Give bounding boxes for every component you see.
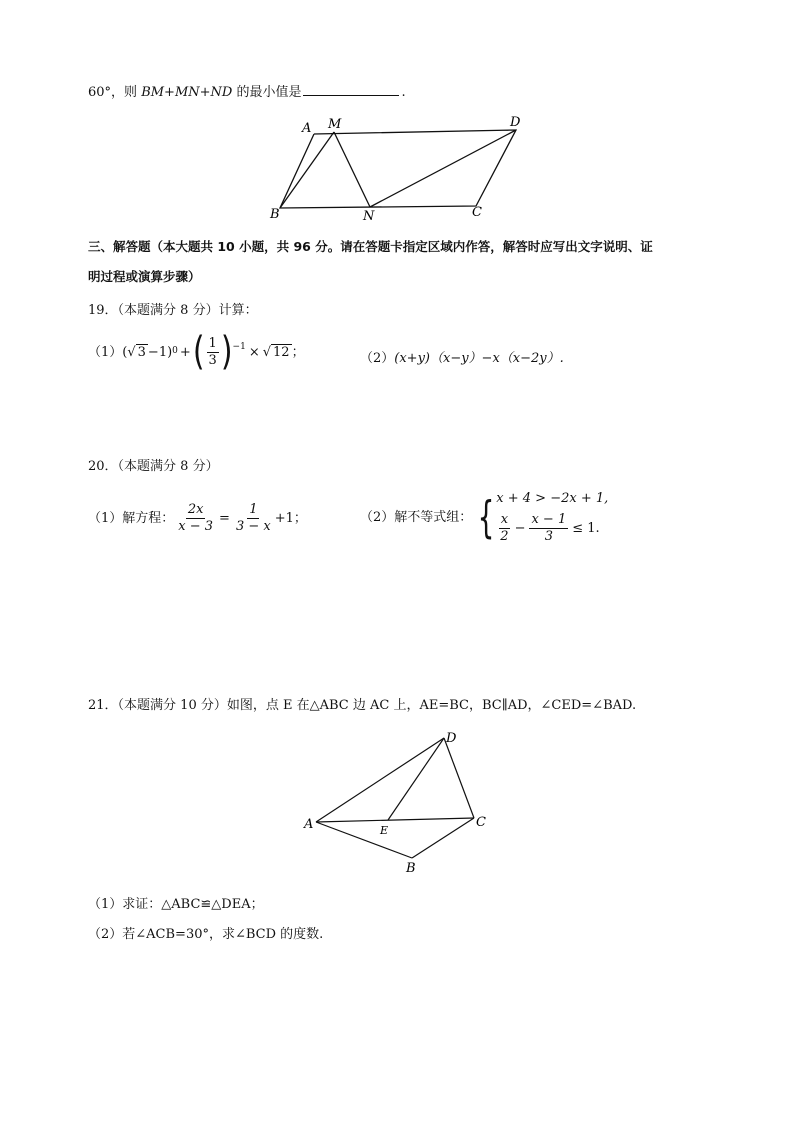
label-b: B bbox=[270, 207, 280, 222]
q18-expression: BM+MN+ND bbox=[141, 85, 233, 100]
q20-p2-label: （2）解不等式组： bbox=[360, 509, 473, 525]
q19-p1-label: （1） bbox=[88, 344, 123, 360]
q20-heading: 20．（本题满分 8 分） bbox=[88, 459, 219, 474]
label-b: B bbox=[406, 861, 416, 876]
label-d: D bbox=[446, 731, 457, 746]
label-e: E bbox=[380, 824, 389, 837]
segment-ad bbox=[316, 738, 444, 822]
triangle-figure bbox=[300, 728, 500, 878]
label-c: C bbox=[472, 205, 482, 220]
times-sign: × bbox=[248, 344, 260, 360]
q21-part2: （2）若∠ACB=30°，求∠BCD 的度数. bbox=[88, 927, 324, 942]
q20-p1-label: （1）解方程： bbox=[88, 510, 175, 526]
section-heading: 三、解答题（本大题共 10 小题，共 96 分。请在答题卡指定区域内作答，解答时应写出文字说明、证 bbox=[88, 239, 653, 254]
inequality-row-1: x + 4 > −2x + 1, bbox=[496, 491, 609, 506]
q21-heading: 21．（本题满分 10 分）如图，点 E 在△ABC 边 AC 上，AE=BC，BC∥AD，∠CED=∠BAD. bbox=[88, 698, 637, 713]
exponent-neg-one: −1 bbox=[232, 342, 246, 352]
plus-one: +1； bbox=[274, 510, 307, 526]
label-a: A bbox=[302, 121, 312, 136]
q19-p1-end: ； bbox=[291, 344, 305, 360]
q19-heading: 19．（本题满分 8 分）计算： bbox=[88, 303, 258, 318]
q19-p2-label: （2） bbox=[360, 351, 395, 366]
q19-p2-expression: (x+y)（x−y）−x（x−2y）. bbox=[394, 351, 564, 366]
fraction-1-over-3-minus-x: $\frac{1}{3 - x}$ bbox=[235, 502, 271, 534]
q19-part2 bbox=[360, 350, 564, 368]
q18-prefix: 60°，则 bbox=[88, 85, 142, 100]
segment-nd bbox=[370, 130, 516, 207]
label-a: A bbox=[304, 817, 314, 832]
answer-blank[interactable] bbox=[303, 83, 399, 96]
label-n: N bbox=[363, 209, 375, 224]
q18-suffix: 的最小值是 bbox=[232, 85, 302, 100]
left-brace: { bbox=[477, 491, 495, 543]
segment-ab bbox=[316, 822, 412, 858]
segment-mn bbox=[334, 132, 370, 207]
section-heading-cont: 明过程或演算步骤） bbox=[88, 269, 201, 284]
sqrt-twelve: 12 bbox=[273, 344, 290, 360]
segment-ed bbox=[388, 738, 444, 820]
exponent-zero: 0 bbox=[172, 346, 178, 356]
label-d: D bbox=[510, 115, 521, 130]
q21-part1: （1）求证：△ABC≌△DEA； bbox=[88, 897, 264, 912]
inequality-row-2: $\frac{x}{2}$ − $\frac{x - 1}{3}$ ≤ 1. bbox=[500, 512, 600, 544]
plus-sign: + bbox=[179, 344, 191, 360]
q18-line bbox=[88, 83, 406, 102]
label-c: C bbox=[476, 815, 486, 830]
one-third-fraction: $\frac{1}{3}$ bbox=[208, 336, 217, 368]
parallelogram-figure bbox=[260, 112, 540, 224]
q20-part1 bbox=[88, 502, 307, 535]
sqrt-three: 3 bbox=[137, 344, 146, 360]
equals-sign: = bbox=[219, 510, 230, 526]
label-m: M bbox=[328, 117, 342, 132]
q20-part2 bbox=[360, 490, 608, 545]
segment-ac bbox=[316, 818, 474, 822]
segment-bm bbox=[280, 132, 334, 208]
q18-end: . bbox=[401, 85, 406, 100]
segment-dc bbox=[444, 738, 474, 818]
inequality-system bbox=[472, 490, 608, 545]
segment-bc bbox=[412, 818, 474, 858]
minus-one: −1) bbox=[147, 344, 173, 360]
q19-part1: （1） (√ 3 −1) 0 + ( $\frac{1}{3}$ ) $^{-1}$ × √ 12 ； bbox=[88, 329, 305, 375]
fraction-2x-over-x-minus-3: $\frac{2x}{x - 3}$ bbox=[178, 502, 214, 534]
parallelogram-outline bbox=[280, 130, 516, 208]
